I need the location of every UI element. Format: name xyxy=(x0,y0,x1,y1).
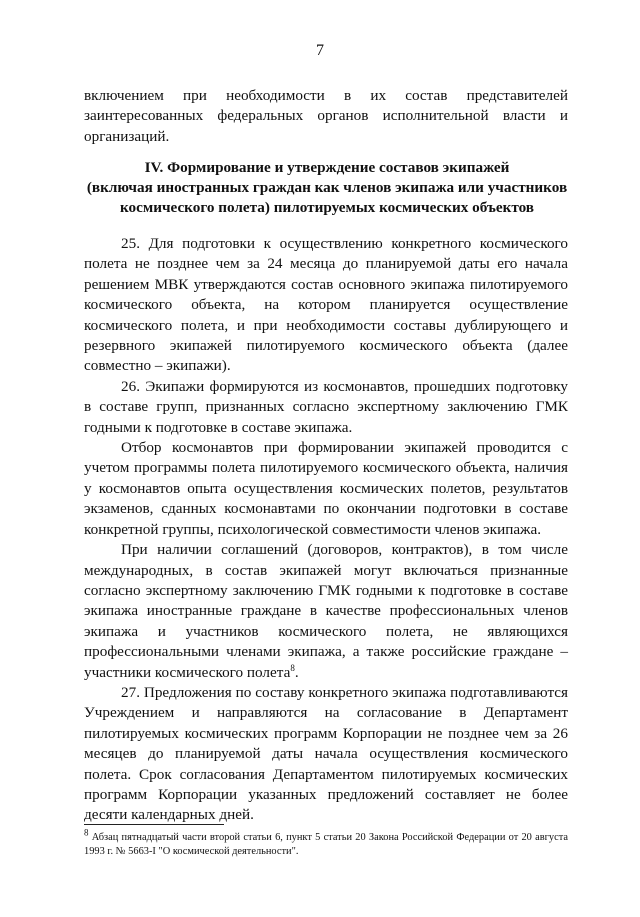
section-heading-line-1: IV. Формирование и утверждение составов экипажей xyxy=(144,159,510,176)
footnote-text: Абзац пятнадцатый части второй статьи 6, пункт 5 статьи 20 Закона Российской Федерации от 20 августа 1993 г. № 5663-I "О космической деятельности". xyxy=(84,832,568,857)
footnote-reference-8[interactable]: 8 xyxy=(290,662,295,673)
section-heading-line-2: (включая иностранных граждан как членов экипажа или участников xyxy=(86,179,568,196)
page-number: 7 xyxy=(316,42,324,59)
footnote-8 xyxy=(84,827,568,859)
paragraph-crew-selection: Отбор космонавтов при формировании экипажей проводится с учетом программы полета пилотируемого космического объекта, наличия у космонавтов опыта осуществления космических полетов, результатов экзаменов, сданных космонавтами по окончании подготовки в составе конкретной группы, психологической совместимости членов экипажа. xyxy=(84,439,568,538)
intro-paragraph-block xyxy=(84,86,568,147)
paragraph-27: 27. Предложения по составу конкретного экипажа подготавливаются Учреждением и направляются на согласование в Департамент пилотируемых космических программ Корпорации не позднее чем за 26 месяцев до планируемой даты начала осуществления космического полета. Срок согласования Департаментом пилотируемых космических программ Корпорации указанных предложений составляет не более десяти календарных дней. xyxy=(84,683,568,824)
footnote-separator xyxy=(84,824,224,825)
section-heading xyxy=(70,158,584,218)
paragraph-26: 26. Экипажи формируются из космонавтов, прошедших подготовку в составе групп, признанных согласно экспертному заключению ГМК годными к подготовке в составе экипажа. xyxy=(84,377,568,436)
paragraph-25: 25. Для подготовки к осуществлению конкретного космического полета не позднее чем за 24 месяца до планируемой даты его начала решением МВК утверждаются состав основного экипажа пилотируемого космического объекта, на котором планируется осуществление космического полета, и при необходимости составы дублирующего и резервного экипажей пилотируемого космического объекта (далее совместно – экипажи). xyxy=(84,235,568,375)
main-body xyxy=(84,234,568,826)
paragraph-agreements: При наличии соглашений (договоров, контрактов), в том числе международных, в состав экипажей могут включаться признанные согласно экспертному заключению ГМК годными к подготовке в составе экипажа иностранные граждане в качестве профессиональных членов экипажа и участников космического полета, не являющихся профессиональными членами экипажа, а также российские граждане – участники космического полета$^8$. xyxy=(84,541,568,681)
intro-paragraph: включением при необходимости в их состав представителей заинтересованных федеральных органов исполнительной власти и организаций. xyxy=(84,87,568,145)
footnote-marker: 8 xyxy=(84,827,89,838)
section-heading-line-3: космического полета) пилотируемых космических объектов xyxy=(119,199,535,216)
paragraph-agreements-text: При наличии соглашений (договоров, контрактов), в том числе международных, в состав экипажей могут включаться признанные согласно экспертному заключению ГМК годными к подготовке в составе экипажа иностранные граждане в качестве профессиональных членов экипажа и участников космического полета, не являющихся профессиональными членами экипажа, а также российские граждане – участники космического полета xyxy=(84,541,568,681)
